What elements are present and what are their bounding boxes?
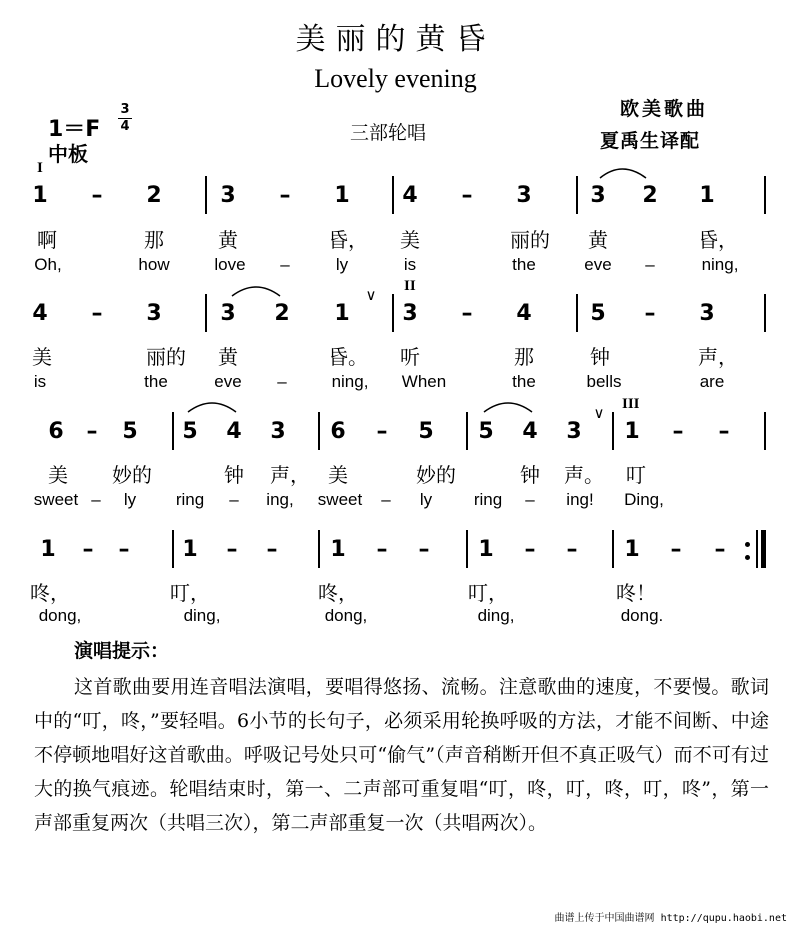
note: – bbox=[376, 419, 388, 444]
lyric-cn: 咚！ bbox=[616, 581, 656, 605]
lyric-cn: 声。 bbox=[564, 463, 604, 487]
lyric-en: the bbox=[144, 372, 168, 391]
note: 1 bbox=[624, 419, 640, 444]
lyric-en: ning, bbox=[331, 372, 369, 391]
note: – bbox=[266, 537, 278, 562]
lyric-en: sweet bbox=[33, 490, 79, 509]
bar-line bbox=[466, 530, 468, 568]
note: 2 bbox=[274, 301, 290, 326]
note: 5 bbox=[418, 419, 434, 444]
note: – bbox=[644, 301, 656, 326]
bar-line bbox=[172, 530, 174, 568]
lyric-cn: 那 bbox=[514, 345, 534, 369]
note: – bbox=[91, 301, 103, 326]
lyric-cn: 叮， bbox=[468, 581, 508, 605]
lyric-cn: 美 bbox=[32, 345, 52, 369]
tips-paragraph: 这首歌曲要用连音唱法演唱，要唱得悠扬、流畅。注意歌曲的速度，不要慢。歌词中的“叮，咚，”要轻唱。6小节的长句子，必须采用轮换呼吸的方法，才能不间断、中途不停顿地唱好这首歌曲。呼吸记号处只可“偷气”（声音稍断开但不真正吸气）而不可有过大的换气痕迹。轮唱结束时，第一、二声部可重复唱“叮，咚，叮，咚，叮，咚”，第一声部重复两次（共唱三次），第二声部重复一次（共唱两次）。 bbox=[34, 676, 769, 834]
note: – bbox=[461, 301, 473, 326]
lyric-cn: 昏。 bbox=[328, 345, 368, 369]
note: – bbox=[718, 419, 730, 444]
source-watermark: 曲谱上传于中国曲谱网 http://qupu.haobi.net bbox=[554, 913, 787, 924]
note: 3 bbox=[590, 183, 606, 208]
note: 1 bbox=[334, 301, 350, 326]
lyric-en: bells bbox=[586, 372, 622, 391]
note: 5 bbox=[182, 419, 198, 444]
note: 1 bbox=[182, 537, 198, 562]
note: – bbox=[566, 537, 578, 562]
lyric-cn: 那 bbox=[144, 228, 164, 252]
lyric-cn: 听 bbox=[400, 345, 420, 369]
lyric-en: – bbox=[277, 372, 287, 391]
lyric-en: – bbox=[525, 490, 535, 509]
bar-line bbox=[764, 294, 766, 332]
part-mark-3: III bbox=[622, 396, 640, 412]
lyric-en: the bbox=[512, 255, 536, 274]
lyric-cn: 美 bbox=[400, 228, 420, 252]
note: 6 bbox=[330, 419, 346, 444]
note: – bbox=[418, 537, 430, 562]
lyric-en: ing! bbox=[566, 490, 594, 509]
note: – bbox=[376, 537, 388, 562]
note: 4 bbox=[522, 419, 538, 444]
note: 5 bbox=[478, 419, 494, 444]
lyric-en: dong, bbox=[38, 606, 82, 625]
repeat-thick-bar bbox=[761, 530, 766, 568]
lyric-cn: 黄 bbox=[218, 345, 238, 369]
bar-line bbox=[318, 412, 320, 450]
lyric-cn: 叮 bbox=[626, 463, 646, 487]
lyric-en: Oh, bbox=[34, 255, 62, 274]
note: 2 bbox=[146, 183, 162, 208]
lyric-en: – bbox=[280, 255, 290, 274]
bar-line bbox=[576, 294, 578, 332]
part-mark-1: I bbox=[37, 160, 43, 176]
credit-origin: 欧美歌曲 bbox=[620, 98, 709, 120]
slur bbox=[232, 287, 280, 296]
lyric-cn: 钟 bbox=[590, 345, 610, 369]
note: 5 bbox=[122, 419, 138, 444]
note: 4 bbox=[402, 183, 418, 208]
lyric-cn: 钟 bbox=[224, 463, 244, 487]
lyric-en: ding, bbox=[183, 606, 221, 625]
note: – bbox=[461, 183, 473, 208]
lyric-en: – bbox=[381, 490, 391, 509]
note: 1 bbox=[699, 183, 715, 208]
lyric-en: how bbox=[138, 255, 170, 274]
time-signature-top: 3 bbox=[120, 102, 130, 117]
bar-line bbox=[764, 176, 766, 214]
note: 1 bbox=[334, 183, 350, 208]
note: – bbox=[672, 419, 684, 444]
note: 3 bbox=[146, 301, 162, 326]
note: – bbox=[226, 537, 238, 562]
bar-line bbox=[392, 294, 394, 332]
lyric-en: ly bbox=[123, 490, 137, 509]
bar-line bbox=[612, 530, 614, 568]
note: 1 bbox=[478, 537, 494, 562]
bar-line bbox=[205, 176, 207, 214]
performance-form: 三部轮唱 bbox=[350, 122, 427, 144]
bar-line bbox=[205, 294, 207, 332]
note: 3 bbox=[270, 419, 286, 444]
lyric-cn: 昏， bbox=[328, 228, 368, 252]
lyric-cn: 钟 bbox=[520, 463, 540, 487]
note: 6 bbox=[48, 419, 64, 444]
time-signature-bottom: 4 bbox=[120, 119, 130, 134]
tips-heading: 演唱提示： bbox=[74, 640, 170, 662]
lyric-en: ring bbox=[473, 490, 503, 509]
lyric-en: are bbox=[699, 372, 725, 391]
note: 3 bbox=[402, 301, 418, 326]
part-mark-2: II bbox=[404, 278, 416, 294]
lyric-en: – bbox=[645, 255, 655, 274]
note: – bbox=[86, 419, 98, 444]
lyric-en: – bbox=[229, 490, 239, 509]
bar-line bbox=[612, 412, 614, 450]
lyric-cn: 美 bbox=[328, 463, 348, 487]
lyric-en: ing, bbox=[266, 490, 294, 509]
lyric-cn: 妙的 bbox=[112, 463, 152, 487]
note: 5 bbox=[590, 301, 606, 326]
note: 1 bbox=[330, 537, 346, 562]
slur bbox=[600, 169, 646, 178]
note: 1 bbox=[32, 183, 48, 208]
note: 1 bbox=[40, 537, 56, 562]
bar-line bbox=[392, 176, 394, 214]
lyric-cn: 咚， bbox=[30, 581, 70, 605]
note: – bbox=[714, 537, 726, 562]
lyric-cn: 啊 bbox=[37, 228, 57, 252]
breath-mark: ∨ bbox=[593, 404, 605, 422]
lyric-en: ly bbox=[419, 490, 433, 509]
slur bbox=[484, 403, 532, 412]
lyric-cn: 咚， bbox=[318, 581, 358, 605]
bar-line bbox=[466, 412, 468, 450]
note: 4 bbox=[516, 301, 532, 326]
lyric-en: is bbox=[403, 255, 417, 274]
note: – bbox=[670, 537, 682, 562]
credit-arranger: 夏禹生译配 bbox=[600, 130, 701, 152]
bar-line bbox=[318, 530, 320, 568]
note: 3 bbox=[699, 301, 715, 326]
lyric-cn: 叮， bbox=[170, 581, 210, 605]
lyric-en: eve bbox=[214, 372, 242, 391]
note: – bbox=[118, 537, 130, 562]
song-title-english: Lovely evening bbox=[314, 64, 477, 93]
note: – bbox=[91, 183, 103, 208]
breath-mark: ∨ bbox=[365, 286, 377, 304]
lyric-en: is bbox=[33, 372, 47, 391]
lyric-en: dong, bbox=[324, 606, 368, 625]
note: 3 bbox=[566, 419, 582, 444]
bar-line bbox=[576, 176, 578, 214]
song-title-chinese: 美丽的黄昏 bbox=[295, 22, 496, 57]
note: 3 bbox=[516, 183, 532, 208]
lyric-en: ning, bbox=[701, 255, 739, 274]
note: 4 bbox=[226, 419, 242, 444]
lyric-cn: 昏， bbox=[698, 228, 738, 252]
note: – bbox=[82, 537, 94, 562]
lyric-en: dong. bbox=[620, 606, 664, 625]
lyric-cn: 妙的 bbox=[416, 463, 456, 487]
note: 3 bbox=[220, 183, 236, 208]
tempo-marking: 中板 bbox=[48, 142, 88, 166]
note: – bbox=[524, 537, 536, 562]
repeat-dots bbox=[745, 534, 751, 568]
lyric-en: ring bbox=[175, 490, 205, 509]
note: – bbox=[279, 183, 291, 208]
lyric-en: ding, bbox=[477, 606, 515, 625]
key-signature: 1＝F bbox=[48, 117, 101, 142]
lyric-cn: 黄 bbox=[218, 228, 238, 252]
lyric-cn: 丽的 bbox=[146, 345, 186, 369]
slur bbox=[188, 403, 236, 412]
lyric-en: – bbox=[91, 490, 101, 509]
note: 4 bbox=[32, 301, 48, 326]
note: 2 bbox=[642, 183, 658, 208]
note: 3 bbox=[220, 301, 236, 326]
note: 1 bbox=[624, 537, 640, 562]
lyric-en: When bbox=[401, 372, 447, 391]
lyric-cn: 声， bbox=[698, 345, 738, 369]
repeat-thin-bar bbox=[756, 530, 758, 568]
lyric-en: love bbox=[214, 255, 246, 274]
lyric-cn: 声， bbox=[270, 463, 310, 487]
bar-line bbox=[764, 412, 766, 450]
lyric-cn: 丽的 bbox=[510, 228, 550, 252]
lyric-cn: 美 bbox=[48, 463, 68, 487]
lyric-en: the bbox=[512, 372, 536, 391]
lyric-cn: 黄 bbox=[588, 228, 608, 252]
lyric-en: eve bbox=[584, 255, 612, 274]
lyric-en: sweet bbox=[317, 490, 363, 509]
bar-line bbox=[172, 412, 174, 450]
lyric-en: ly bbox=[335, 255, 349, 274]
lyric-en: Ding, bbox=[624, 490, 664, 509]
